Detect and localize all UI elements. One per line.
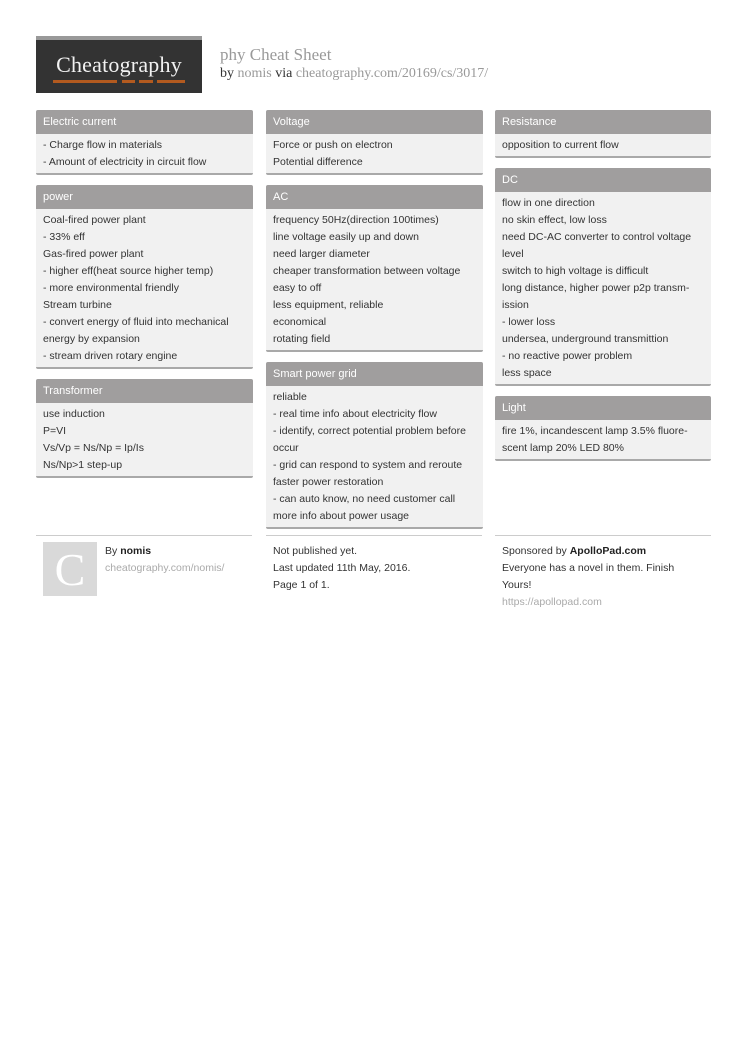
sponsor-name-link[interactable]: ApolloPad.com [569, 545, 647, 557]
section-line: - lower loss [502, 316, 556, 328]
by-label: By [105, 545, 118, 557]
publish-status: Not published yet. [273, 545, 358, 557]
author-profile-link[interactable]: cheatography.com/nomis/ [105, 562, 225, 574]
section-power [36, 185, 253, 369]
section-line: Coal-fired power plant [43, 214, 146, 226]
last-updated: Last updated 11th May, 2016. [273, 562, 411, 574]
section-line: - grid can respond to system and reroute [273, 459, 463, 471]
section-dc [495, 168, 711, 386]
section-line: fire 1%, incandescent lamp 3.5% fluore- [502, 425, 688, 437]
section-line: Stream turbine [43, 299, 112, 311]
footer-divider [266, 535, 482, 536]
footer-divider [36, 535, 252, 536]
footer-divider [495, 535, 711, 536]
sponsor-text: Yours! [502, 579, 532, 591]
section-line: - higher eff(heat source higher temp) [43, 265, 214, 277]
footer-author [105, 543, 151, 560]
section-line: - real time info about electricity flow [273, 408, 437, 420]
section-title: power [36, 185, 253, 209]
section-line: long distance, higher power p2p transm- [502, 282, 690, 294]
sponsor-label: Sponsored by [502, 545, 567, 557]
author-name-link[interactable]: nomis [120, 545, 152, 557]
section-ac [266, 185, 483, 352]
section-line: Vs/Vp = Ns/Np = Ip/Is [43, 442, 144, 454]
section-line: undersea, underground transmittion [502, 333, 669, 345]
section-line: P=VI [43, 425, 67, 437]
section-title: Transformer [36, 379, 253, 403]
section-line: line voltage easily up and down [273, 231, 419, 243]
section-line: flow in one direction [502, 197, 595, 209]
section-line: level [502, 248, 524, 260]
section-title: Electric current [36, 110, 253, 134]
section-title: Resistance [495, 110, 711, 134]
section-resistance [495, 110, 711, 158]
section-line: - Charge flow in materials [43, 139, 163, 151]
section-line: less space [502, 367, 552, 379]
section-line: occur [273, 442, 299, 454]
byline [220, 66, 488, 82]
section-line: Gas-fired power plant [43, 248, 144, 260]
via-label: via [275, 66, 293, 81]
section-electric-current [36, 110, 253, 175]
section-line: more info about power usage [273, 510, 410, 522]
section-line: - 33% eff [43, 231, 85, 243]
section-line: use induction [43, 408, 105, 420]
author-link[interactable]: nomis [237, 66, 272, 81]
logo-text: Cheatography [56, 52, 182, 77]
section-line: faster power restoration [273, 476, 384, 488]
section-line: energy by expansion [43, 333, 140, 345]
section-line: need DC-AC converter to control voltage [502, 231, 692, 243]
section-line: frequency 50Hz(direction 100times) [273, 214, 439, 226]
section-title: Voltage [266, 110, 483, 134]
section-line: scent lamp 20% LED 80% [502, 442, 624, 454]
cheatography-logo[interactable] [36, 36, 202, 93]
section-smart-power-grid [266, 362, 483, 529]
section-line: switch to high voltage is difficult [502, 265, 649, 277]
section-line: cheaper transformation between voltage [273, 265, 461, 277]
page-number: Page 1 of 1. [273, 579, 330, 591]
section-voltage [266, 110, 483, 175]
section-title: DC [495, 168, 711, 192]
section-line: easy to off [273, 282, 322, 294]
section-line: - identify, correct potential problem before [273, 425, 466, 437]
section-line: reliable [273, 391, 307, 403]
column-2 [266, 110, 483, 539]
section-line: need larger diameter [273, 248, 370, 260]
sponsor-line [502, 543, 646, 560]
column-3 [495, 110, 711, 471]
page-title: phy Cheat Sheet [220, 45, 332, 64]
logo-underline [53, 80, 185, 83]
sponsor-text: Everyone has a novel in them. Finish [502, 562, 675, 574]
sheet-url-link[interactable]: cheatography.com/20169/cs/3017/ [295, 66, 489, 81]
section-title: AC [266, 185, 483, 209]
author-avatar[interactable]: C [43, 542, 97, 596]
section-line: - stream driven rotary engine [43, 350, 178, 362]
section-line: ission [502, 299, 529, 311]
section-light [495, 396, 711, 461]
column-1 [36, 110, 253, 488]
section-line: no skin effect, low loss [502, 214, 607, 226]
section-line: Potential difference [273, 156, 363, 168]
section-line: opposition to current flow [502, 139, 619, 151]
section-line: Force or push on electron [273, 139, 393, 151]
section-title: Smart power grid [266, 362, 483, 386]
by-label: by [220, 66, 234, 81]
section-line: - can auto know, no need customer call [273, 493, 456, 505]
section-line: rotating field [273, 333, 331, 345]
sponsor-url-link[interactable]: https://apollopad.com [502, 596, 602, 608]
section-line: - no reactive power problem [502, 350, 633, 362]
section-transformer [36, 379, 253, 478]
section-line: Ns/Np>1 step-up [43, 459, 123, 471]
section-line: - Amount of electricity in circuit flow [43, 156, 207, 168]
section-line: - convert energy of fluid into mechanical [43, 316, 229, 328]
section-title: Light [495, 396, 711, 420]
section-line: less equipment, reliable [273, 299, 384, 311]
section-line: - more environmental friendly [43, 282, 179, 294]
section-line: economical [273, 316, 327, 328]
